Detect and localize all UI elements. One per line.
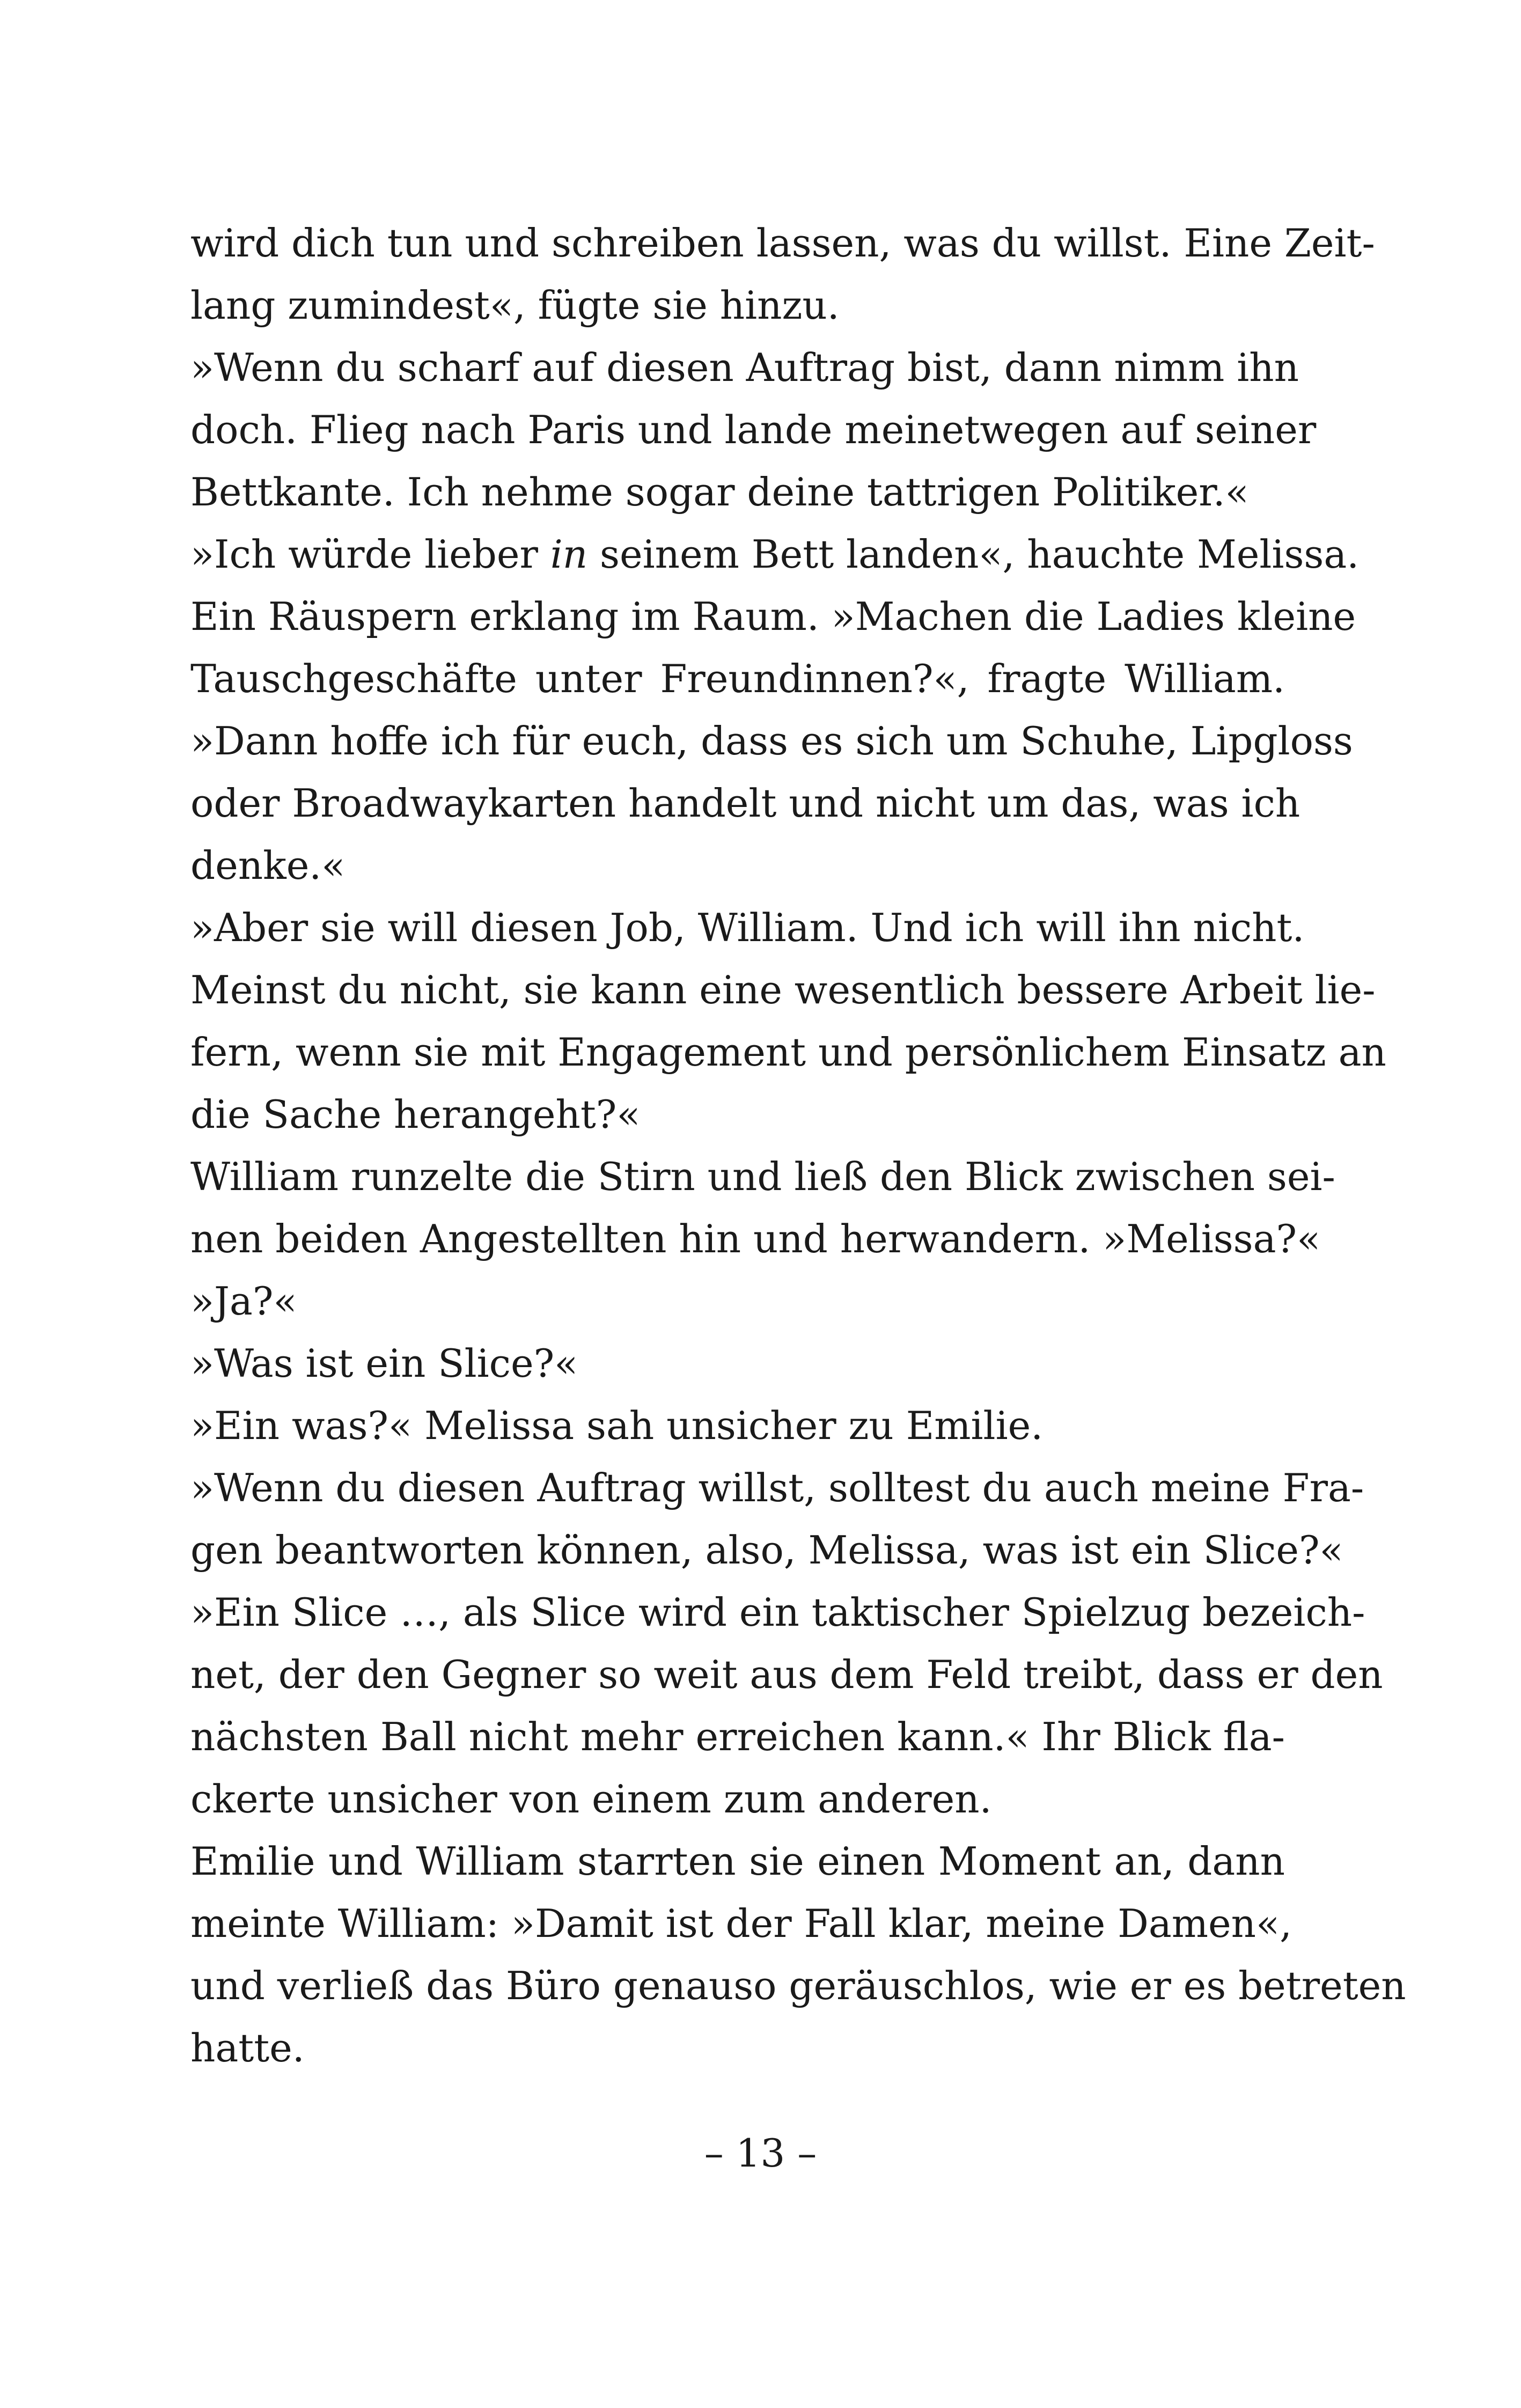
text-line: net, der den Gegner so weit aus dem Feld treibt, dass er den	[190, 1652, 1383, 1697]
text-line: gen beantworten können, also, Melissa, was ist ein Slice?«	[190, 1528, 1343, 1573]
text-line: Bettkante. Ich nehme sogar deine tattrigen Politiker.«	[190, 469, 1249, 515]
text-line: »Wenn du diesen Auftrag willst, solltest du auch meine Fra-	[190, 1465, 1364, 1510]
text-run: seinem Bett landen«, hauchte Melissa.	[587, 532, 1360, 577]
text-line: hatte.	[190, 2025, 305, 2071]
text-line: »Was ist ein Slice?«	[190, 1341, 578, 1386]
italic-word: in	[550, 532, 588, 577]
text-line: Ein Räuspern erklang im Raum. »Machen die Ladies kleine	[190, 594, 1356, 639]
text-line: »Dann hoffe ich für euch, dass es sich um Schuhe, Lipgloss	[190, 718, 1353, 763]
text-run: »Ich würde lieber	[190, 532, 550, 577]
text-line: doch. Flieg nach Paris und lande meinetwegen auf seiner	[190, 407, 1317, 452]
text-line: »Ein Slice …, als Slice wird ein taktischer Spielzug bezeich-	[190, 1590, 1365, 1635]
text-line: nen beiden Angestellten hin und herwandern. »Melissa?«	[190, 1216, 1321, 1261]
text-line: Emilie und William starrten sie einen Moment an, dann	[190, 1839, 1285, 1884]
text-line: meinte William: »Damit ist der Fall klar, meine Damen«,	[190, 1901, 1292, 1946]
text-line	[190, 523, 1360, 585]
text-line: oder Broadwaykarten handelt und nicht um das, was ich	[190, 781, 1300, 826]
page-number: – 13 –	[704, 2131, 817, 2176]
text-line: Meinst du nicht, sie kann eine wesentlich bessere Arbeit lie-	[190, 967, 1376, 1012]
text-line: William runzelte die Stirn und ließ den Blick zwischen sei-	[190, 1154, 1335, 1199]
text-line: nächsten Ball nicht mehr erreichen kann.« Ihr Blick fla-	[190, 1714, 1285, 1759]
text-line: und verließ das Büro genauso geräuschlos, wie er es betreten	[190, 1963, 1406, 2008]
text-line: die Sache herangeht?«	[190, 1092, 641, 1137]
text-line: »Aber sie will diesen Job, William. Und ich will ihn nicht.	[190, 905, 1305, 950]
text-line: fern, wenn sie mit Engagement und persönlichem Einsatz an	[190, 1030, 1386, 1075]
text-line: ckerte unsicher von einem zum anderen.	[190, 1776, 992, 1822]
text-line: »Ja?«	[190, 1279, 297, 1324]
text-line: lang zumindest«, fügte sie hinzu.	[190, 283, 840, 328]
text-line: »Wenn du scharf auf diesen Auftrag bist, dann nimm ihn	[190, 345, 1299, 390]
text-line: Tauschgeschäfte unter Freundinnen?«, fragte William.	[190, 656, 1285, 701]
text-line: »Ein was?« Melissa sah unsicher zu Emilie.	[190, 1403, 1044, 1448]
text-line: denke.«	[190, 843, 346, 888]
text-line: wird dich tun und schreiben lassen, was du willst. Eine Zeit-	[190, 221, 1375, 266]
book-page-text	[190, 212, 1406, 2079]
